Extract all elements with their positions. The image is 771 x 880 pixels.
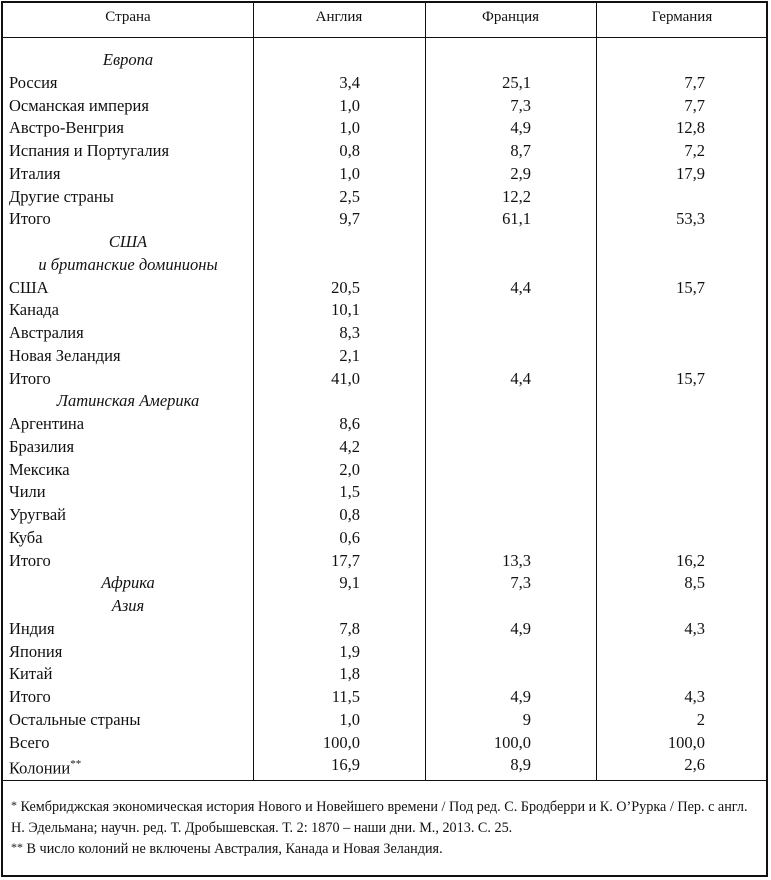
row-name: Индия — [9, 618, 55, 638]
value-england: 4,2 — [339, 436, 360, 456]
table-row — [3, 435, 766, 458]
value-england: 2,1 — [339, 345, 360, 365]
table-row — [3, 71, 766, 94]
table-row — [3, 367, 766, 390]
table-row — [3, 753, 766, 776]
value-france: 12,2 — [502, 186, 531, 206]
value-england: 2,0 — [339, 459, 360, 479]
table-row — [3, 685, 766, 708]
table-row — [3, 571, 766, 594]
table-row — [3, 549, 766, 572]
value-england: 0,8 — [339, 505, 360, 524]
row-name: Уругвай — [9, 505, 67, 524]
section-label: Европа — [102, 50, 154, 69]
value-france: 4,9 — [510, 118, 531, 138]
row-name: Всего — [9, 732, 50, 752]
footnote-1: * Кембриджская экономическая история Нового и Новейшего времени / Под ред. С. Бродберри и К. О’Рурка / Пер. с англ. Н. Эдельмана; научн. ред. Т. Дробышевская. Т. 2: 1870 – наши дни. М., 2013. С. 25. — [11, 798, 748, 836]
row-name: Османская империя — [9, 95, 149, 115]
row-name: Чили — [9, 482, 46, 502]
table-row — [3, 298, 766, 321]
table-row — [3, 276, 766, 299]
row-name: Испания и Португалия — [9, 141, 170, 160]
header-germany: Германия — [651, 9, 713, 25]
row-name: Остальные страны — [9, 709, 141, 729]
value-england: 9,7 — [339, 209, 360, 229]
value-france: 8,9 — [510, 755, 531, 775]
value-england: 0,8 — [339, 141, 360, 160]
value-germany: 15,7 — [676, 368, 705, 388]
value-germany: 53,3 — [676, 209, 705, 229]
value-germany: 100,0 — [667, 732, 705, 752]
value-england: 10,1 — [331, 300, 360, 320]
value-france: 25,1 — [502, 72, 531, 92]
value-germany: 7,7 — [684, 95, 705, 115]
row-name: Австралия — [9, 323, 84, 342]
value-germany: 16,2 — [676, 550, 705, 570]
table-row — [3, 389, 766, 412]
value-france: 8,7 — [510, 141, 531, 160]
value-england: 1,9 — [339, 641, 360, 661]
section-label: Латинская Америка — [56, 391, 200, 411]
table-row — [3, 139, 766, 162]
value-germany: 4,3 — [684, 618, 705, 638]
table-row — [3, 344, 766, 367]
value-france: 9 — [522, 709, 531, 729]
value-germany: 7,7 — [684, 72, 705, 92]
table-row — [3, 48, 766, 71]
value-england: 1,8 — [339, 664, 360, 684]
row-name: Итого — [9, 687, 51, 706]
table-row — [3, 640, 766, 663]
value-england: 20,5 — [331, 277, 360, 297]
value-england: 7,8 — [339, 618, 360, 638]
value-germany: 15,7 — [676, 277, 705, 297]
row-name: Другие страны — [9, 186, 114, 206]
value-france: 4,9 — [510, 618, 531, 638]
table-row — [3, 230, 766, 253]
table-row — [3, 480, 766, 503]
value-germany: 8,5 — [684, 573, 705, 593]
value-england: 9,1 — [339, 573, 360, 593]
value-france: 100,0 — [493, 732, 531, 752]
value-germany: 17,9 — [676, 163, 705, 183]
row-name: Новая Зеландия — [9, 345, 121, 365]
value-germany: 2,6 — [684, 755, 705, 775]
table-frame — [1, 1, 768, 877]
value-england: 16,9 — [331, 755, 360, 775]
row-name: Итого — [9, 368, 51, 388]
value-england: 3,4 — [339, 72, 360, 92]
table-row — [3, 594, 766, 617]
value-germany: 4,3 — [684, 687, 705, 706]
row-name: Куба — [9, 527, 43, 547]
row-name: Россия — [9, 72, 58, 92]
row-name: Италия — [9, 163, 61, 183]
row-name: Китай — [9, 664, 53, 684]
row-name: Итого — [9, 209, 51, 229]
table-row — [3, 253, 766, 276]
value-england: 1,0 — [339, 709, 360, 729]
table-row — [3, 162, 766, 185]
value-england: 2,5 — [339, 186, 360, 206]
table-row — [3, 708, 766, 731]
table-row — [3, 617, 766, 640]
table-row — [3, 662, 766, 685]
row-name: Колонии** — [9, 758, 82, 778]
value-france: 61,1 — [502, 209, 531, 229]
value-england: 8,6 — [339, 414, 360, 433]
header-country: Страна — [105, 9, 151, 25]
value-england: 17,7 — [331, 550, 360, 570]
value-england: 8,3 — [339, 323, 360, 342]
table-row — [3, 185, 766, 208]
value-england: 100,0 — [322, 732, 360, 752]
value-france: 4,4 — [510, 368, 531, 388]
row-name: Канада — [9, 300, 59, 320]
footnote-mark: ** — [70, 758, 82, 771]
value-germany: 12,8 — [676, 118, 705, 138]
section-label: и британские доминионы — [38, 254, 218, 274]
value-england: 1,0 — [339, 95, 360, 115]
value-france: 7,3 — [510, 573, 531, 593]
value-france: 4,4 — [510, 277, 531, 297]
row-name: США — [9, 277, 49, 297]
value-england: 41,0 — [331, 368, 360, 388]
value-england: 1,0 — [339, 163, 360, 183]
row-name: Бразилия — [9, 436, 75, 456]
value-france: 13,3 — [502, 550, 531, 570]
header-france: Франция — [482, 9, 539, 25]
table-row — [3, 321, 766, 344]
value-england: 0,6 — [339, 527, 360, 547]
table-row — [3, 458, 766, 481]
value-france: 2,9 — [510, 163, 531, 183]
value-france: 7,3 — [510, 95, 531, 115]
header-england: Англия — [315, 9, 363, 25]
value-germany: 7,2 — [684, 141, 705, 160]
table-row — [3, 526, 766, 549]
table-row — [3, 412, 766, 435]
section-label: Азия — [111, 596, 145, 615]
footnotes — [3, 781, 766, 860]
table-row — [3, 503, 766, 526]
table-row — [3, 94, 766, 117]
section-label: Африка — [101, 573, 155, 593]
footnote-2: ** В число колоний не включены Австралия, Канада и Новая Зеландия. — [11, 840, 443, 857]
section-label: США — [108, 232, 148, 251]
row-name: Аргентина — [9, 414, 85, 433]
value-germany: 2 — [696, 709, 705, 729]
table-row — [3, 116, 766, 139]
row-name: Австро-Венгрия — [9, 118, 124, 138]
row-name: Мексика — [9, 459, 70, 479]
value-england: 1,0 — [339, 118, 360, 138]
value-england: 1,5 — [339, 482, 360, 502]
table-row — [3, 731, 766, 754]
header-divider — [3, 37, 766, 38]
value-england: 11,5 — [331, 687, 360, 706]
row-name: Япония — [9, 641, 63, 661]
row-name: Итого — [9, 550, 51, 570]
table-row — [3, 207, 766, 230]
value-france: 4,9 — [510, 687, 531, 706]
